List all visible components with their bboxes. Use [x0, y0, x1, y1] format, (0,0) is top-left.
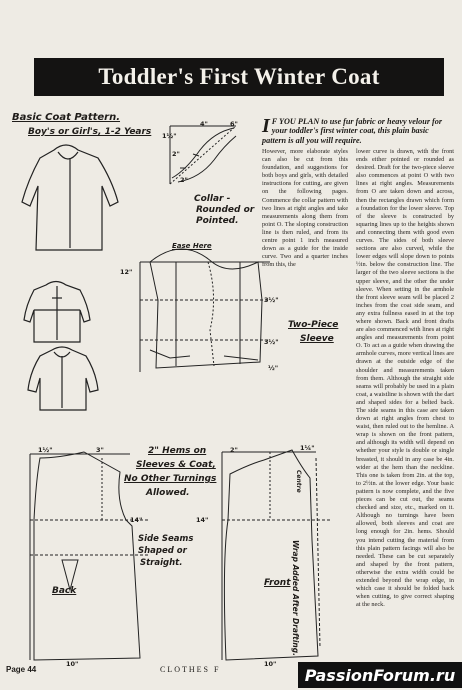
page-title: Toddler's First Winter Coat	[98, 64, 380, 89]
label-hems-1: 2" Hems on	[148, 446, 207, 456]
dim-sleeve-3half: 3½"	[264, 296, 279, 304]
dim-back-10: 10"	[66, 660, 79, 668]
dim-back-14: 14"	[130, 516, 143, 524]
watermark-logo: PassionForum.ru	[298, 662, 462, 688]
front-draft	[222, 450, 330, 660]
text-column-1: However, more elaborate styles can also be cut from this foundation, and suggestions for both boys and girls, with detailed instructions for cutting, are given on the following pages. Commence the collar pattern with two lines at right angles and take measurements along them from point O. The sloping construction line is then ruled, and from its centre point 1 inch measured down as a guide for the inside curve. Two and a quarter inches from this, the	[262, 148, 348, 269]
footer-magazine: CLOTHES F	[160, 665, 221, 674]
dim-collar-2b: 2"	[180, 176, 188, 184]
sleeve-draft	[140, 249, 270, 372]
dim-front-1q: 1¼"	[300, 444, 315, 452]
label-shaped-or: Shaped or	[138, 546, 187, 556]
label-ease-here: Ease Here	[172, 242, 212, 250]
dim-front-14: 14"	[196, 516, 209, 524]
dim-collar-4: 4"	[200, 120, 208, 128]
coat-sketch-1	[22, 145, 118, 250]
label-collar-pointed: Pointed.	[196, 216, 239, 226]
label-hems-2: Sleeves & Coat,	[136, 460, 216, 470]
dim-front-2: 2"	[230, 446, 238, 454]
label-collar-rounded: Rounded or	[196, 205, 255, 215]
label-straight: Straight.	[140, 558, 183, 568]
dim-collar-6: 6"	[230, 120, 238, 128]
dim-sleeve-12: 12"	[120, 268, 133, 276]
dim-back-1half: 1½"	[38, 446, 53, 454]
drop-cap: I	[262, 115, 270, 137]
dim-back-3: 3"	[96, 446, 104, 454]
coat-sketch-3	[28, 347, 98, 410]
label-size: Boy's or Girl's, 1-2 Years	[28, 127, 152, 137]
label-centre: Centre	[295, 470, 302, 493]
dim-sleeve-3half-b: 3½"	[264, 338, 279, 346]
label-side-seams: Side Seams	[138, 534, 194, 544]
page-number: Page 44	[6, 665, 37, 674]
label-back: Back	[52, 586, 77, 596]
intro-text: F YOU PLAN to use fur fabric or heavy velour for your toddler's first winter coat, this plain basic pattern is all you will require.	[262, 117, 443, 145]
text-column-2: lower curve is drawn, with the front ends either pointed or rounded as desired. Draft for the two-piece sleeve also commences at point O with two lines at right angles. Measurements from O are taken down and across, then the rectangles drawn which form a foundation for the lower sleeve. Top of the sleeve is constructed by squaring lines up to the heights shown and connecting them with good even curves. The sides of both sleeve sections are also curved, while the lower edges will slope down to points ½in. below the construction line. The larger of the two sleeve sections is the upper sleeve, and the other the under sleeve. When setting in the armhole the front sleeve seam will be placed 2 inches from the coat side seam, and any extra fullness eased in at the top where shown. Back and front drafts are also commenced with lines at right angles and measurements from point O. To act as a guide when drawing the armhole curves, more vertical lines are drawn at the outside edge of the shoulder and measurements taken from them. Although the straight side seams will probably be used in a plain coat, a waistline is shown with the dart and shaped sides for a belted back. The side seams in this case are taken down at right angles from chest to waist, then ruled out to the hemline. A wrap is shown on the front pattern, and although its width will depend on whether your style is double or single breasted, it should in any case be 4in. wider at the hem than the neckline. This one is taken from 2in. at the top, to 2½in. at the lower edge. Your basic pattern is now complete, and the five pieces can be cut out, the seams checked and size, etc., marked on it. Although no turnings have been allowed, both sleeves and coat are long enough for 2in. hems. Should you intend cutting the material from this plain pattern facings will also be needed. These can be cut separately and shaped by the front pattern, otherwise the extra width could be extended beyond the wrap edge, in which case it should be folded back when cutting, to give correct shaping at the neck.	[356, 148, 454, 609]
dim-front-10: 10"	[264, 660, 277, 668]
coat-sketch-2	[24, 282, 90, 343]
label-front: Front	[264, 578, 291, 588]
label-hems-4: Allowed.	[146, 488, 190, 498]
dim-collar-1half: 1½"	[162, 132, 177, 140]
label-hems-3: No Other Turnings	[124, 474, 217, 484]
label-basic-coat-pattern: Basic Coat Pattern.	[12, 112, 121, 123]
dim-sleeve-half: ½"	[268, 364, 279, 372]
label-two-piece: Two-Piece	[288, 320, 339, 330]
dim-collar-2: 2"	[172, 150, 180, 158]
label-sleeve: Sleeve	[300, 334, 334, 344]
label-wrap-added: Wrap Added After Drafting.	[291, 540, 300, 656]
label-collar: Collar -	[194, 194, 231, 204]
intro-paragraph	[262, 117, 454, 145]
